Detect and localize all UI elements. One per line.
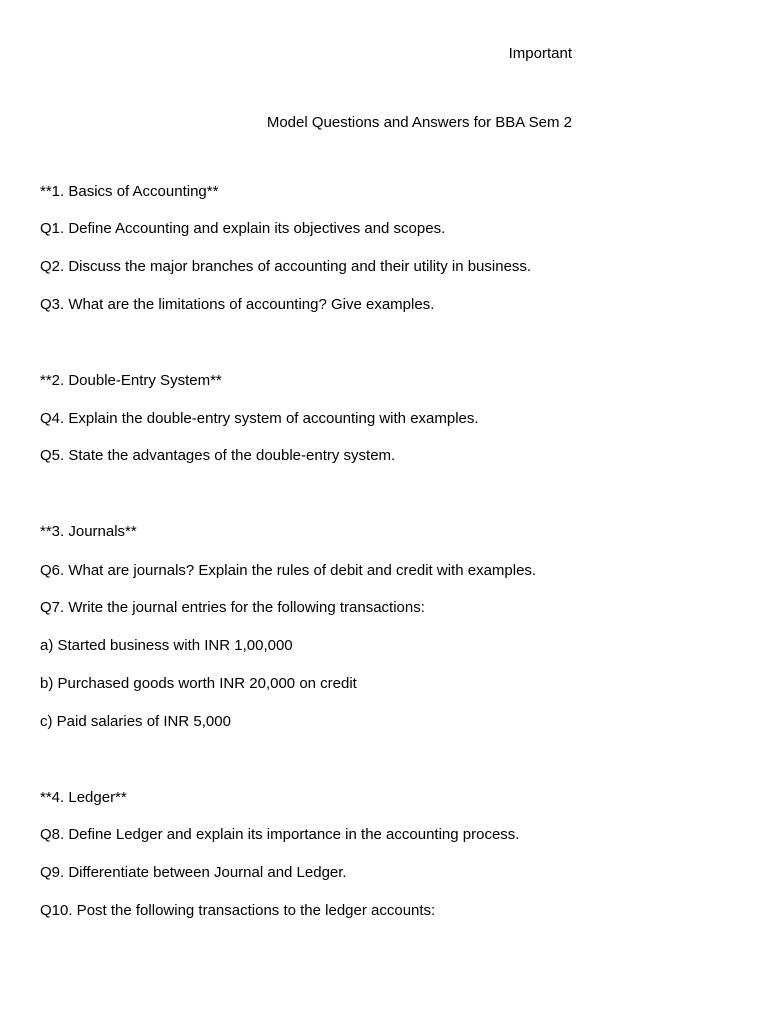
question-q4: Q4. Explain the double-entry system of accounting with examples. — [40, 410, 479, 427]
question-q2: Q2. Discuss the major branches of accounting and their utility in business. — [40, 258, 532, 275]
question-q1: Q1. Define Accounting and explain its objectives and scopes. — [40, 220, 446, 237]
important-label: Important — [508, 45, 572, 62]
transaction-b: b) Purchased goods worth INR 20,000 on credit — [40, 675, 357, 692]
transaction-a: a) Started business with INR 1,00,000 — [40, 637, 293, 654]
question-q10: Q10. Post the following transactions to the ledger accounts: — [40, 902, 436, 919]
question-q5: Q5. State the advantages of the double-entry system. — [40, 447, 396, 464]
document-title: Model Questions and Answers for BBA Sem 2 — [266, 114, 572, 131]
question-q7: Q7. Write the journal entries for the following transactions: — [40, 599, 425, 616]
section-heading-journals: **3. Journals** — [40, 523, 137, 540]
question-q8: Q8. Define Ledger and explain its importance in the accounting process. — [40, 826, 520, 843]
question-q3: Q3. What are the limitations of accounting? Give examples. — [40, 296, 435, 313]
question-q6: Q6. What are journals? Explain the rules of debit and credit with examples. — [40, 562, 537, 579]
transaction-c: c) Paid salaries of INR 5,000 — [40, 713, 231, 730]
section-heading-ledger: **4. Ledger** — [40, 789, 127, 806]
section-heading-basics: **1. Basics of Accounting** — [40, 183, 219, 200]
question-q9: Q9. Differentiate between Journal and Ledger. — [40, 864, 347, 881]
section-heading-double-entry: **2. Double-Entry System** — [40, 372, 222, 389]
